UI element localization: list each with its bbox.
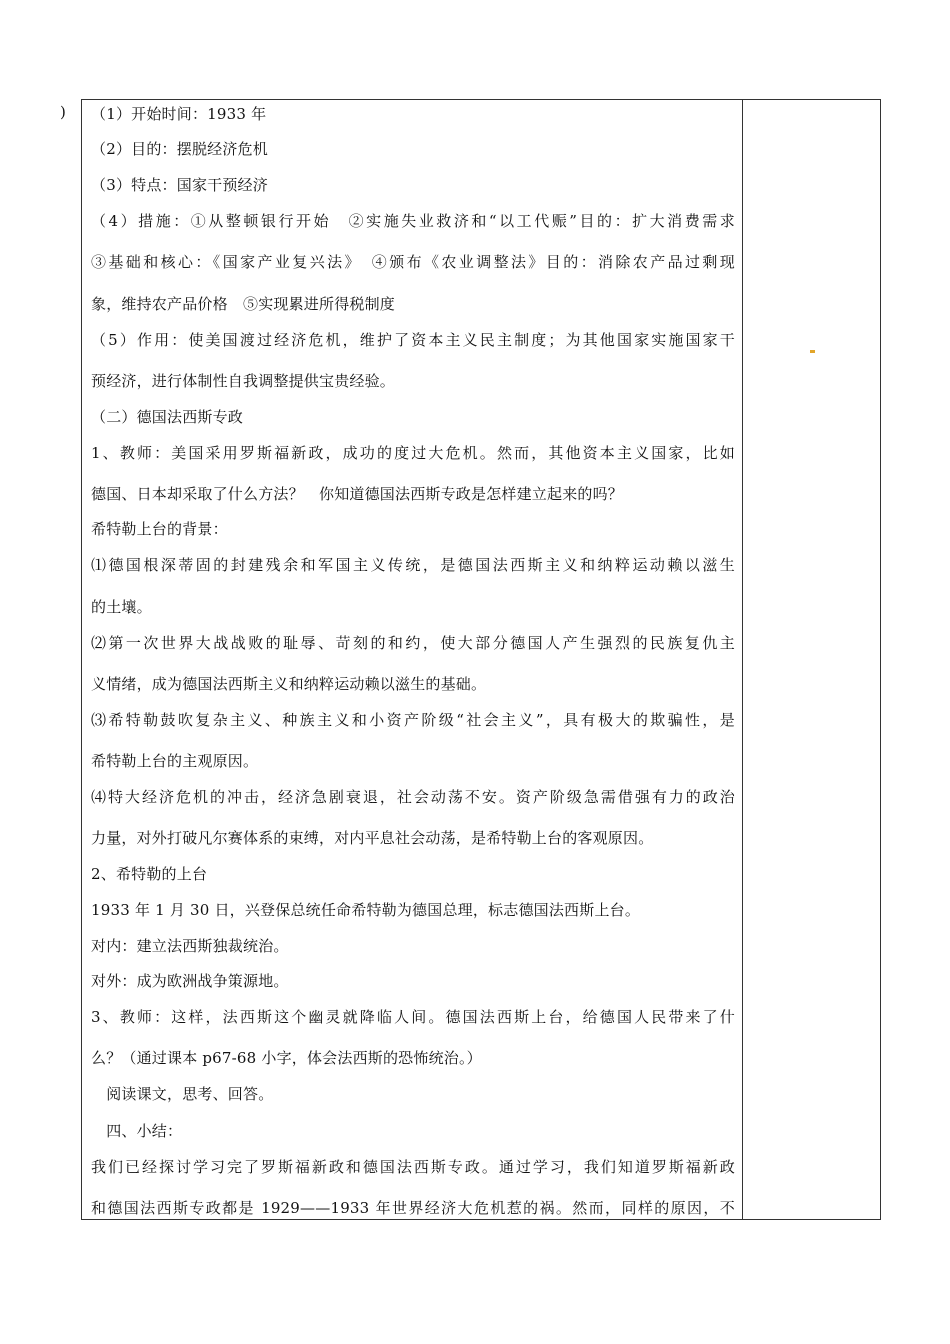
text-line: 么？（通过课本 p67-68 小字，体会法西斯的恐怖统治。） bbox=[91, 1049, 482, 1067]
text-line: 德国、日本却采取了什么方法？ 你知道德国法西斯专政是怎样建立起来的吗？ bbox=[91, 485, 624, 503]
text-line: （4）措施：①从整顿银行开始 ②实施失业救济和“以工代赈”目的：扩大消费需求 bbox=[91, 212, 735, 230]
text-line: 和德国法西斯专政都是 1929——1933 年世界经济大危机惹的祸。然而，同样的原因，不 bbox=[91, 1199, 735, 1217]
text-line: 希特勒上台的主观原因。 bbox=[91, 752, 259, 770]
text-line: 我们已经探讨学习完了罗斯福新政和德国法西斯专政。通过学习，我们知道罗斯福新政 bbox=[91, 1158, 735, 1176]
column-divider bbox=[742, 100, 743, 1219]
text-line: （2）目的：摆脱经济危机 bbox=[91, 140, 268, 158]
text-line: 对外：成为欧洲战争策源地。 bbox=[91, 972, 289, 990]
text-line: ⑴德国根深蒂固的封建残余和军国主义传统，是德国法西斯主义和纳粹运动赖以滋生 bbox=[91, 556, 735, 574]
text-line: ⑶希特勒鼓吹复杂主义、种族主义和小资产阶级“社会主义”，具有极大的欺骗性，是 bbox=[91, 711, 735, 729]
text-line: 义情绪，成为德国法西斯主义和纳粹运动赖以滋生的基础。 bbox=[91, 675, 487, 693]
text-line: ⑵第一次世界大战战败的耻辱、苛刻的和约，使大部分德国人产生强烈的民族复仇主 bbox=[91, 634, 735, 652]
text-line: 1933 年 1 月 30 日，兴登保总统任命希特勒为德国总理，标志德国法西斯上台。 bbox=[91, 901, 641, 919]
annotation-mark bbox=[810, 350, 815, 353]
text-line: （3）特点：国家干预经济 bbox=[91, 176, 268, 194]
text-line: ③基础和核心：《国家产业复兴法》 ④颁布《农业调整法》目的：消除农产品过剩现 bbox=[91, 253, 735, 271]
text-line: 的土壤。 bbox=[91, 598, 152, 616]
text-line: （1）开始时间：1933 年 bbox=[91, 105, 267, 123]
text-line: 力量，对外打破凡尔赛体系的束缚，对内平息社会动荡，是希特勒上台的客观原因。 bbox=[91, 829, 654, 847]
text-line: 象，维持农产品价格 ⑤实现累进所得税制度 bbox=[91, 295, 396, 313]
text-line: 1、教师：美国采用罗斯福新政，成功的度过大危机。然而，其他资本主义国家，比如 bbox=[91, 444, 735, 462]
text-line: 阅读课文，思考、回答。 bbox=[91, 1085, 274, 1103]
text-line: （5）作用：使美国渡过经济危机，维护了资本主义民主制度；为其他国家实施国家干 bbox=[91, 331, 735, 349]
text-line: 对内：建立法西斯独裁统治。 bbox=[91, 937, 289, 955]
text-line: 四、小结： bbox=[91, 1122, 183, 1140]
text-line: 希特勒上台的背景： bbox=[91, 520, 228, 538]
lesson-table bbox=[81, 99, 881, 1220]
text-line: （二）德国法西斯专政 bbox=[91, 408, 244, 426]
text-line: 2、希特勒的上台 bbox=[91, 865, 208, 883]
text-line: 预经济，进行体制性自我调整提供宝贵经验。 bbox=[91, 372, 396, 390]
text-line: ⑷特大经济危机的冲击，经济急剧衰退，社会动荡不安。资产阶级急需借强有力的政治 bbox=[91, 788, 735, 806]
margin-mark: ) bbox=[60, 103, 66, 121]
text-line: 3、教师：这样，法西斯这个幽灵就降临人间。德国法西斯上台，给德国人民带来了什 bbox=[91, 1008, 735, 1026]
